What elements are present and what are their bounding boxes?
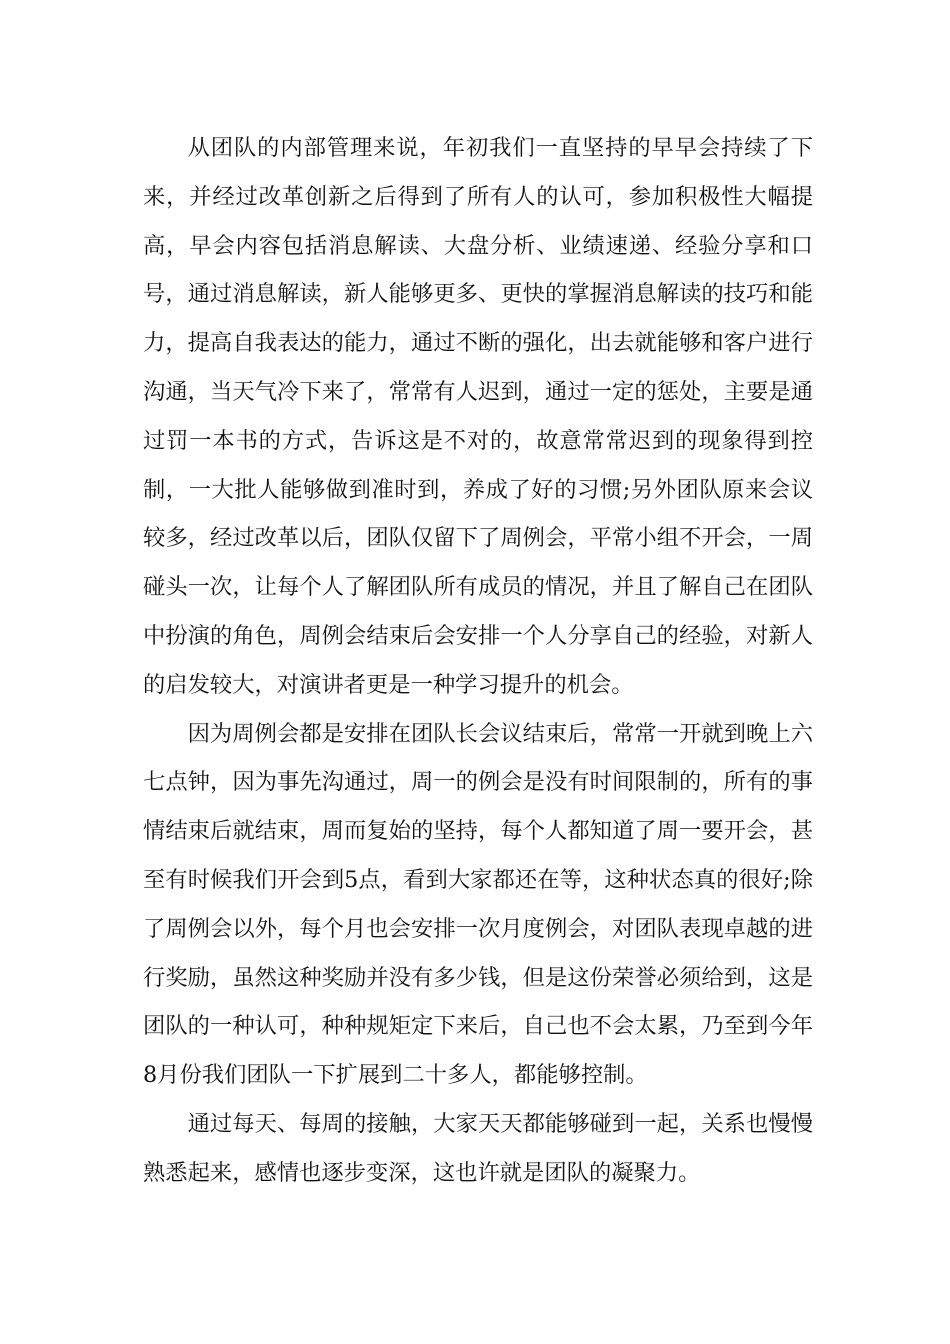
paragraph-internal-management: 从团队的内部管理来说，年初我们一直坚持的早早会持续了下来，并经过改革创新之后得到了所有人的认可，参加积极性大幅提高，早会内容包括消息解读、大盘分析、业绩速递、经验分享和口号，通过消息解读，新人能够更多、更快的掌握消息解读的技巧和能力，提高自我表达的能力，通过不断的强化，出去就能够和客户进行沟通，当天气冷下来了，常常有人迟到，通过一定的惩处，主要是通过罚一本书的方式，告诉这是不对的，故意常常迟到的现象得到控制，一大批人能够做到准时到，养成了好的习惯;另外团队原来会议较多，经过改革以后，团队仅留下了周例会，平常小组不开会，一周碰头一次，让每个人了解团队所有成员的情况，并且了解自己在团队中扮演的角色，周例会结束后会安排一个人分享自己的经验，对新人的启发较大，对演讲者更是一种学习提升的机会。 — [143, 135, 813, 698]
paragraph-team-cohesion: 通过每天、每周的接触，大家天天都能够碰到一起，关系也慢慢熟悉起来，感情也逐步变深，这也许就是团队的凝聚力。 — [143, 1110, 813, 1186]
paragraph-weekly-meeting: 因为周例会都是安排在团队长会议结束后，常常一开就到晚上六七点钟，因为事先沟通过，周一的例会是没有时间限制的，所有的事情结束后就结束，周而复始的坚持，每个人都知道了周一要开会，甚至有时候我们开会到5点，看到大家都还在等，这种状态真的很好;除了周例会以外，每个月也会安排一次月度例会，对团队表现卓越的进行奖励，虽然这种奖励并没有多少钱，但是这份荣誉必须给到，这是团队的一种认可，种种规矩定下来后，自己也不会太累，乃至到今年8月份我们团队一下扩展到二十多人，都能够控制。 — [143, 720, 813, 1089]
